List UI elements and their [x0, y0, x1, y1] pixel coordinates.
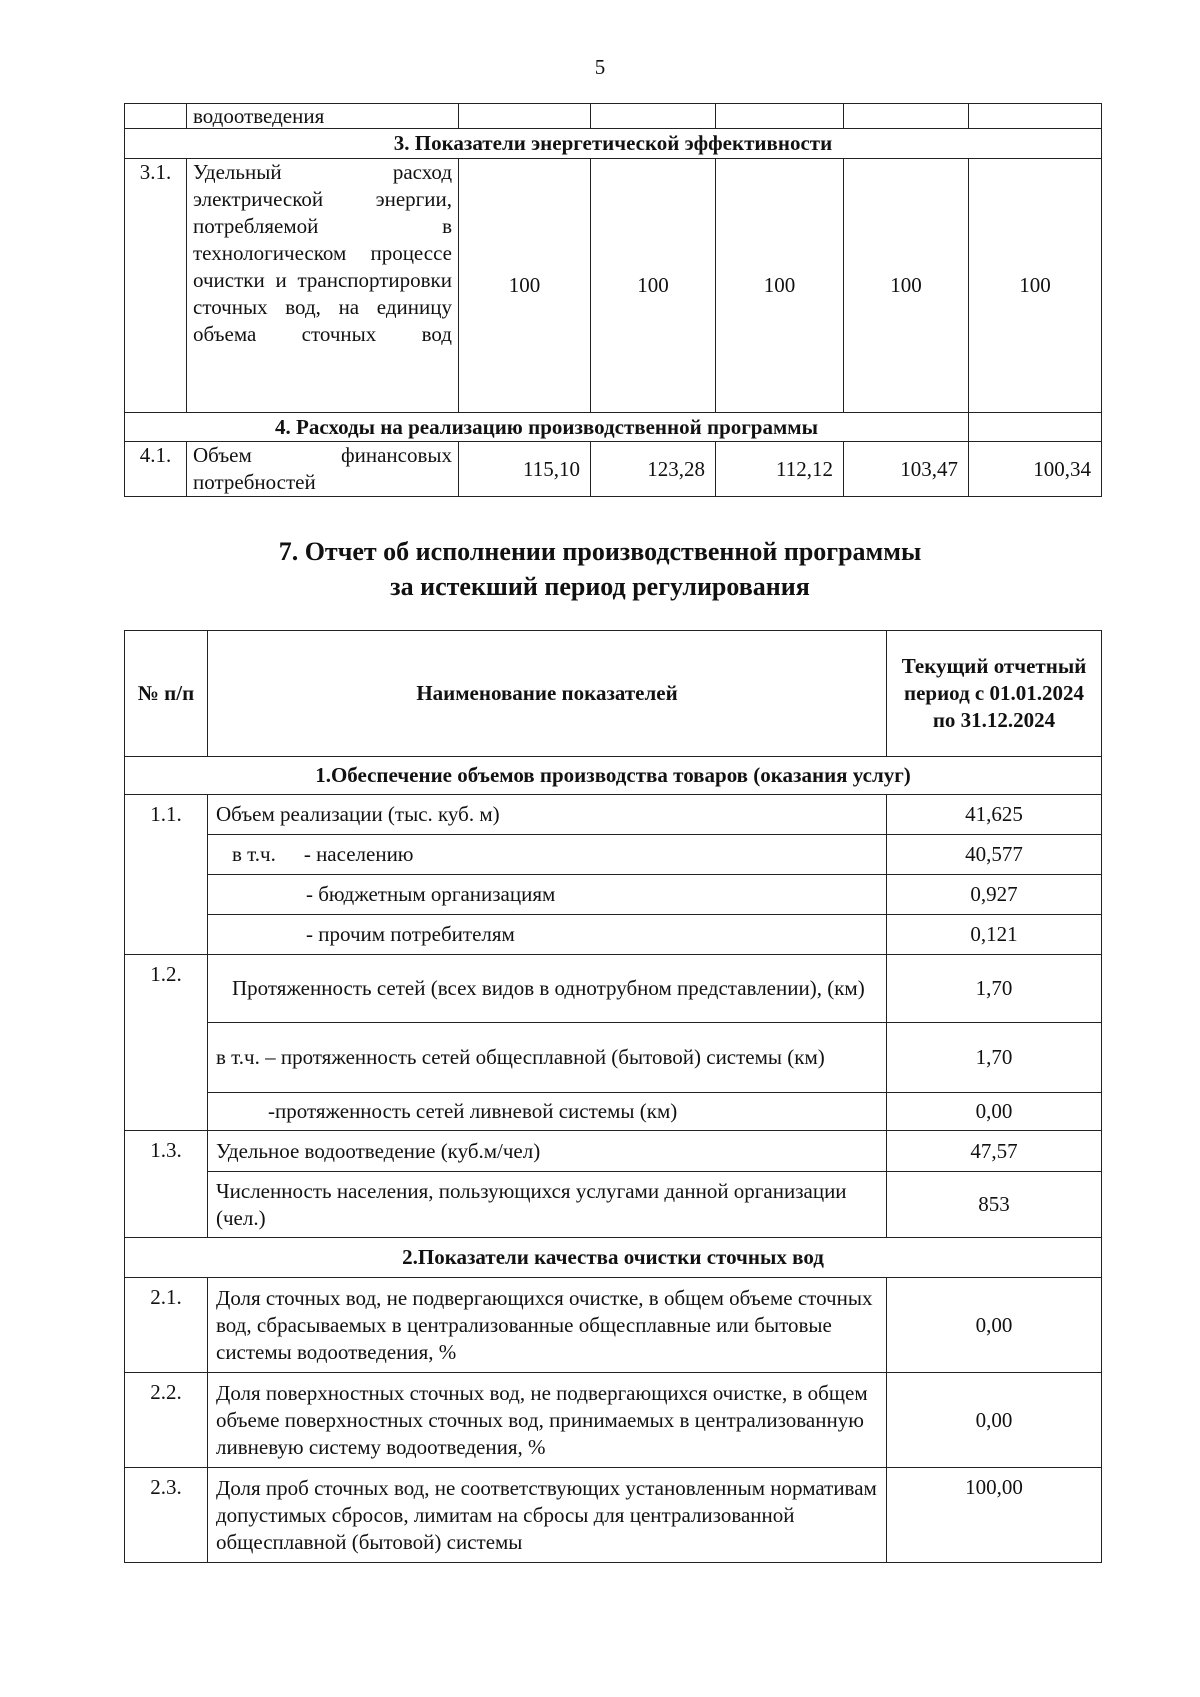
- section-2-title: 2.Показатели качества очистки сточных вод: [125, 1238, 1102, 1278]
- table-cell: [716, 104, 844, 129]
- continued-row-text: водоотведения: [187, 104, 459, 129]
- row-name: [208, 835, 887, 875]
- row-value: 40,577: [887, 835, 1102, 875]
- section-row: [125, 413, 1102, 442]
- value-cell: 100: [969, 159, 1102, 413]
- table-row: [125, 795, 1102, 835]
- section-row: [125, 757, 1102, 795]
- table-cell: [591, 104, 716, 129]
- table-cell: [969, 104, 1102, 129]
- value-cell: 112,12: [716, 442, 844, 497]
- value-cell: 100: [459, 159, 591, 413]
- report-title: [0, 534, 1200, 604]
- row-value: 0,927: [887, 875, 1102, 915]
- row-description: Объем финансовых потребностей: [187, 442, 459, 497]
- row-name: в т.ч. – протяженность сетей общесплавной (бытовой) системы (км): [208, 1023, 887, 1093]
- row-name-text: - населению: [303, 842, 414, 866]
- section-3-title: 3. Показатели энергетической эффективности: [125, 129, 1102, 159]
- header-row: [125, 631, 1102, 757]
- table-row: [125, 1023, 1102, 1093]
- table-row: [125, 1468, 1102, 1563]
- table-row: [125, 915, 1102, 955]
- row-number: 2.1.: [125, 1278, 208, 1373]
- row-value: 0,121: [887, 915, 1102, 955]
- value-cell: 100,34: [969, 442, 1102, 497]
- row-number: 3.1.: [125, 159, 187, 413]
- row-value: 853: [887, 1172, 1102, 1238]
- row-value: 100,00: [887, 1468, 1102, 1563]
- table-row: [125, 104, 1102, 129]
- report-title-line-2: за истекший период регулирования: [390, 572, 810, 601]
- header-name: Наименование показателей: [208, 631, 887, 757]
- row-value: 1,70: [887, 1023, 1102, 1093]
- header-num: № п/п: [125, 631, 208, 757]
- table-row: [125, 955, 1102, 1023]
- section-1-title: 1.Обеспечение объемов производства товаров (оказания услуг): [125, 757, 1102, 795]
- value-cell: 115,10: [459, 442, 591, 497]
- report-table: [124, 630, 1102, 1563]
- row-value: 0,00: [887, 1093, 1102, 1131]
- table-row: [125, 1131, 1102, 1172]
- row-value: 0,00: [887, 1373, 1102, 1468]
- section-row: [125, 129, 1102, 159]
- row-number: 4.1.: [125, 442, 187, 497]
- row-number: 1.3.: [125, 1131, 208, 1238]
- row-value: 1,70: [887, 955, 1102, 1023]
- row-name: - бюджетным организациям: [208, 875, 887, 915]
- table-row: [125, 1093, 1102, 1131]
- row-value: 47,57: [887, 1131, 1102, 1172]
- row-name: Удельное водоотведение (куб.м/чел): [208, 1131, 887, 1172]
- value-cell: 100: [591, 159, 716, 413]
- section-4-title: 4. Расходы на реализацию производственной программы: [125, 413, 969, 442]
- table-cell: [459, 104, 591, 129]
- row-name: Численность населения, пользующихся услугами данной организации (чел.): [208, 1172, 887, 1238]
- table-cell: [125, 104, 187, 129]
- row-prefix: в т.ч.: [232, 842, 276, 866]
- row-name: - прочим потребителям: [208, 915, 887, 955]
- row-name: Протяженность сетей (всех видов в однотрубном представлении), (км): [208, 955, 887, 1023]
- table-row: [125, 1172, 1102, 1238]
- table-row: [125, 442, 1102, 497]
- section-row: [125, 1238, 1102, 1278]
- table-row: [125, 875, 1102, 915]
- table-row: [125, 159, 1102, 413]
- table-row: [125, 1278, 1102, 1373]
- value-cell: 100: [844, 159, 969, 413]
- value-cell: 103,47: [844, 442, 969, 497]
- row-number: 1.1.: [125, 795, 208, 955]
- row-value: 0,00: [887, 1278, 1102, 1373]
- table-row: [125, 1373, 1102, 1468]
- row-name: -протяженность сетей ливневой системы (км): [208, 1093, 887, 1131]
- page-number: 5: [594, 55, 606, 79]
- row-number: 2.3.: [125, 1468, 208, 1563]
- row-name: Доля проб сточных вод, не соответствующих установленным нормативам допустимых сбросов, лимитам на сбросы для централизованной общесплавной (бытовой) системы: [208, 1468, 887, 1563]
- value-cell: 100: [716, 159, 844, 413]
- row-description: Удельный расход электрической энергии, потребляемой в технологическом процессе очистки и транспортировки сточных вод, на единицу объема сточных вод: [187, 159, 459, 413]
- indicators-table-continued: [124, 103, 1102, 497]
- row-number: 2.2.: [125, 1373, 208, 1468]
- row-name: Объем реализации (тыс. куб. м): [208, 795, 887, 835]
- row-name: Доля сточных вод, не подвергающихся очистке, в общем объеме сточных вод, сбрасываемых в централизованные общесплавные или бытовые системы водоотведения, %: [208, 1278, 887, 1373]
- table-cell: [844, 104, 969, 129]
- table-cell: [969, 413, 1102, 442]
- table-row: [125, 835, 1102, 875]
- value-cell: 123,28: [591, 442, 716, 497]
- row-number: 1.2.: [125, 955, 208, 1131]
- report-title-line-1: 7. Отчет об исполнении производственной программы: [278, 537, 922, 566]
- row-name: Доля поверхностных сточных вод, не подвергающихся очистке, в общем объеме поверхностных сточных вод, принимаемых в централизованную ливневую систему водоотведения, %: [208, 1373, 887, 1468]
- row-value: 41,625: [887, 795, 1102, 835]
- header-period: Текущий отчетный период с 01.01.2024 по 31.12.2024: [887, 631, 1102, 757]
